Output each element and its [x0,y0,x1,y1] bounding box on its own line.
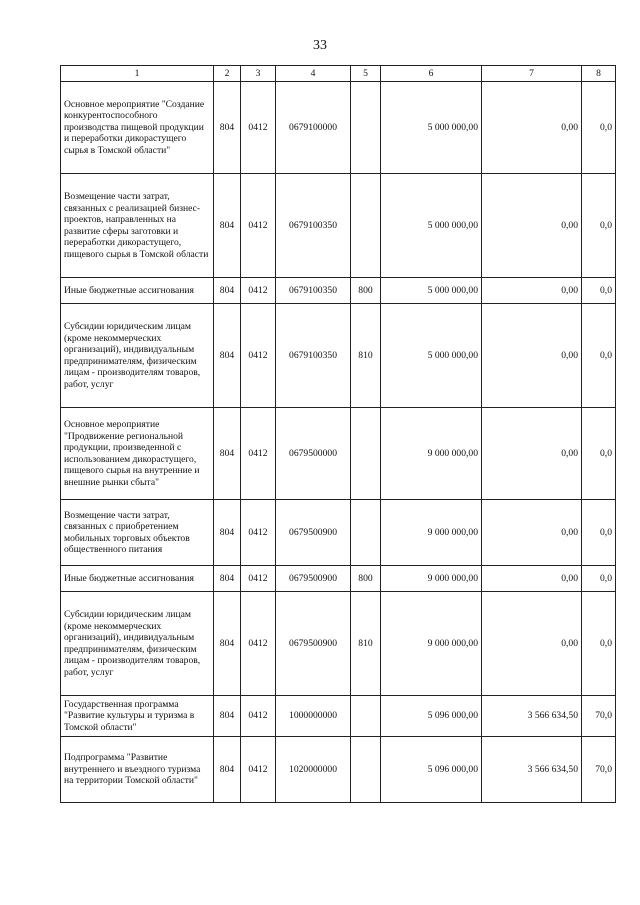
cell-planned: 5 000 000,00 [381,304,482,408]
cell-target-code: 0679500900 [276,566,351,592]
cell-percent: 0,0 [582,500,616,566]
cell-percent: 0,0 [582,278,616,304]
cell-section: 0412 [241,304,276,408]
cell-expense-type: 800 [351,566,381,592]
cell-executed: 0,00 [482,500,582,566]
table-row [61,737,616,803]
cell-planned: 5 096 000,00 [381,737,482,803]
cell-expense-type: 810 [351,592,381,696]
table-row [61,408,616,500]
row-name: Субсидии юридическим лицам (кроме некоммерческих организаций), индивидуальным предпринимателям, физическим лицам - производителям товаров, работ, услуг [61,592,214,696]
cell-ministry: 804 [214,82,241,174]
row-name: Субсидии юридическим лицам (кроме некоммерческих организаций), индивидуальным предпринимателям, физическим лицам - производителям товаров, работ, услуг [61,304,214,408]
cell-ministry: 804 [214,696,241,737]
column-header: 8 [582,66,616,82]
column-header: 7 [482,66,582,82]
cell-ministry: 804 [214,408,241,500]
table-row [61,82,616,174]
cell-executed: 3 566 634,50 [482,696,582,737]
cell-expense-type [351,500,381,566]
cell-planned: 5 000 000,00 [381,278,482,304]
cell-expense-type [351,82,381,174]
table-row [61,304,616,408]
cell-percent: 0,0 [582,592,616,696]
cell-target-code: 0679100350 [276,304,351,408]
cell-target-code: 0679100350 [276,278,351,304]
cell-expense-type [351,408,381,500]
cell-ministry: 804 [214,174,241,278]
table-row [61,696,616,737]
cell-executed: 0,00 [482,566,582,592]
table-row [61,566,616,592]
table-row [61,174,616,278]
cell-target-code: 0679100000 [276,82,351,174]
row-name: Государственная программа "Развитие культуры и туризма в Томской области" [61,696,214,737]
table-row [61,278,616,304]
cell-expense-type [351,737,381,803]
page-number: 33 [313,38,327,53]
row-name: Возмещение части затрат, связанных с реализацией бизнес-проектов, направленных на развитие сферы заготовки и переработки дикорастущего, пищевого сырья в Томской области [61,174,214,278]
cell-planned: 9 000 000,00 [381,566,482,592]
cell-section: 0412 [241,500,276,566]
cell-executed: 0,00 [482,278,582,304]
cell-percent: 70,0 [582,737,616,803]
cell-target-code: 1020000000 [276,737,351,803]
cell-ministry: 804 [214,592,241,696]
cell-executed: 0,00 [482,304,582,408]
row-name: Возмещение части затрат, связанных с приобретением мобильных торговых объектов общественного питания [61,500,214,566]
column-header: 1 [61,66,214,82]
budget-table [60,65,616,803]
row-name: Иные бюджетные ассигнования [61,278,214,304]
cell-target-code: 0679500900 [276,592,351,696]
cell-ministry: 804 [214,566,241,592]
cell-section: 0412 [241,82,276,174]
cell-executed: 0,00 [482,592,582,696]
cell-section: 0412 [241,278,276,304]
cell-ministry: 804 [214,304,241,408]
cell-percent: 0,0 [582,174,616,278]
cell-section: 0412 [241,592,276,696]
cell-percent: 0,0 [582,304,616,408]
cell-executed: 0,00 [482,408,582,500]
cell-expense-type: 810 [351,304,381,408]
cell-target-code: 0679100350 [276,174,351,278]
cell-ministry: 804 [214,737,241,803]
cell-executed: 0,00 [482,174,582,278]
cell-percent: 0,0 [582,566,616,592]
column-header: 2 [214,66,241,82]
cell-section: 0412 [241,696,276,737]
cell-planned: 9 000 000,00 [381,408,482,500]
row-name: Основное мероприятие "Создание конкурентоспособного производства пищевой продукции и переработки дикорастущего сырья в Томской области" [61,82,214,174]
cell-section: 0412 [241,737,276,803]
cell-planned: 5 000 000,00 [381,82,482,174]
row-name: Иные бюджетные ассигнования [61,566,214,592]
cell-section: 0412 [241,408,276,500]
column-header: 3 [241,66,276,82]
column-header: 5 [351,66,381,82]
cell-expense-type [351,696,381,737]
cell-expense-type [351,174,381,278]
column-header: 6 [381,66,482,82]
cell-planned: 9 000 000,00 [381,500,482,566]
cell-target-code: 1000000000 [276,696,351,737]
cell-ministry: 804 [214,278,241,304]
cell-percent: 0,0 [582,82,616,174]
cell-percent: 0,0 [582,408,616,500]
cell-percent: 70,0 [582,696,616,737]
table-row [61,592,616,696]
cell-executed: 3 566 634,50 [482,737,582,803]
cell-target-code: 0679500000 [276,408,351,500]
cell-planned: 5 096 000,00 [381,696,482,737]
table-header-row [61,66,616,82]
cell-target-code: 0679500900 [276,500,351,566]
cell-expense-type: 800 [351,278,381,304]
row-name: Основное мероприятие "Продвижение региональной продукции, произведенной с использованием дикорастущего, пищевого сырья на внутренние и внешние рынки сбыта" [61,408,214,500]
cell-section: 0412 [241,566,276,592]
cell-planned: 5 000 000,00 [381,174,482,278]
column-header: 4 [276,66,351,82]
cell-section: 0412 [241,174,276,278]
row-name: Подпрограмма "Развитие внутреннего и въездного туризма на территории Томской области" [61,737,214,803]
cell-planned: 9 000 000,00 [381,592,482,696]
cell-ministry: 804 [214,500,241,566]
cell-executed: 0,00 [482,82,582,174]
table-row [61,500,616,566]
